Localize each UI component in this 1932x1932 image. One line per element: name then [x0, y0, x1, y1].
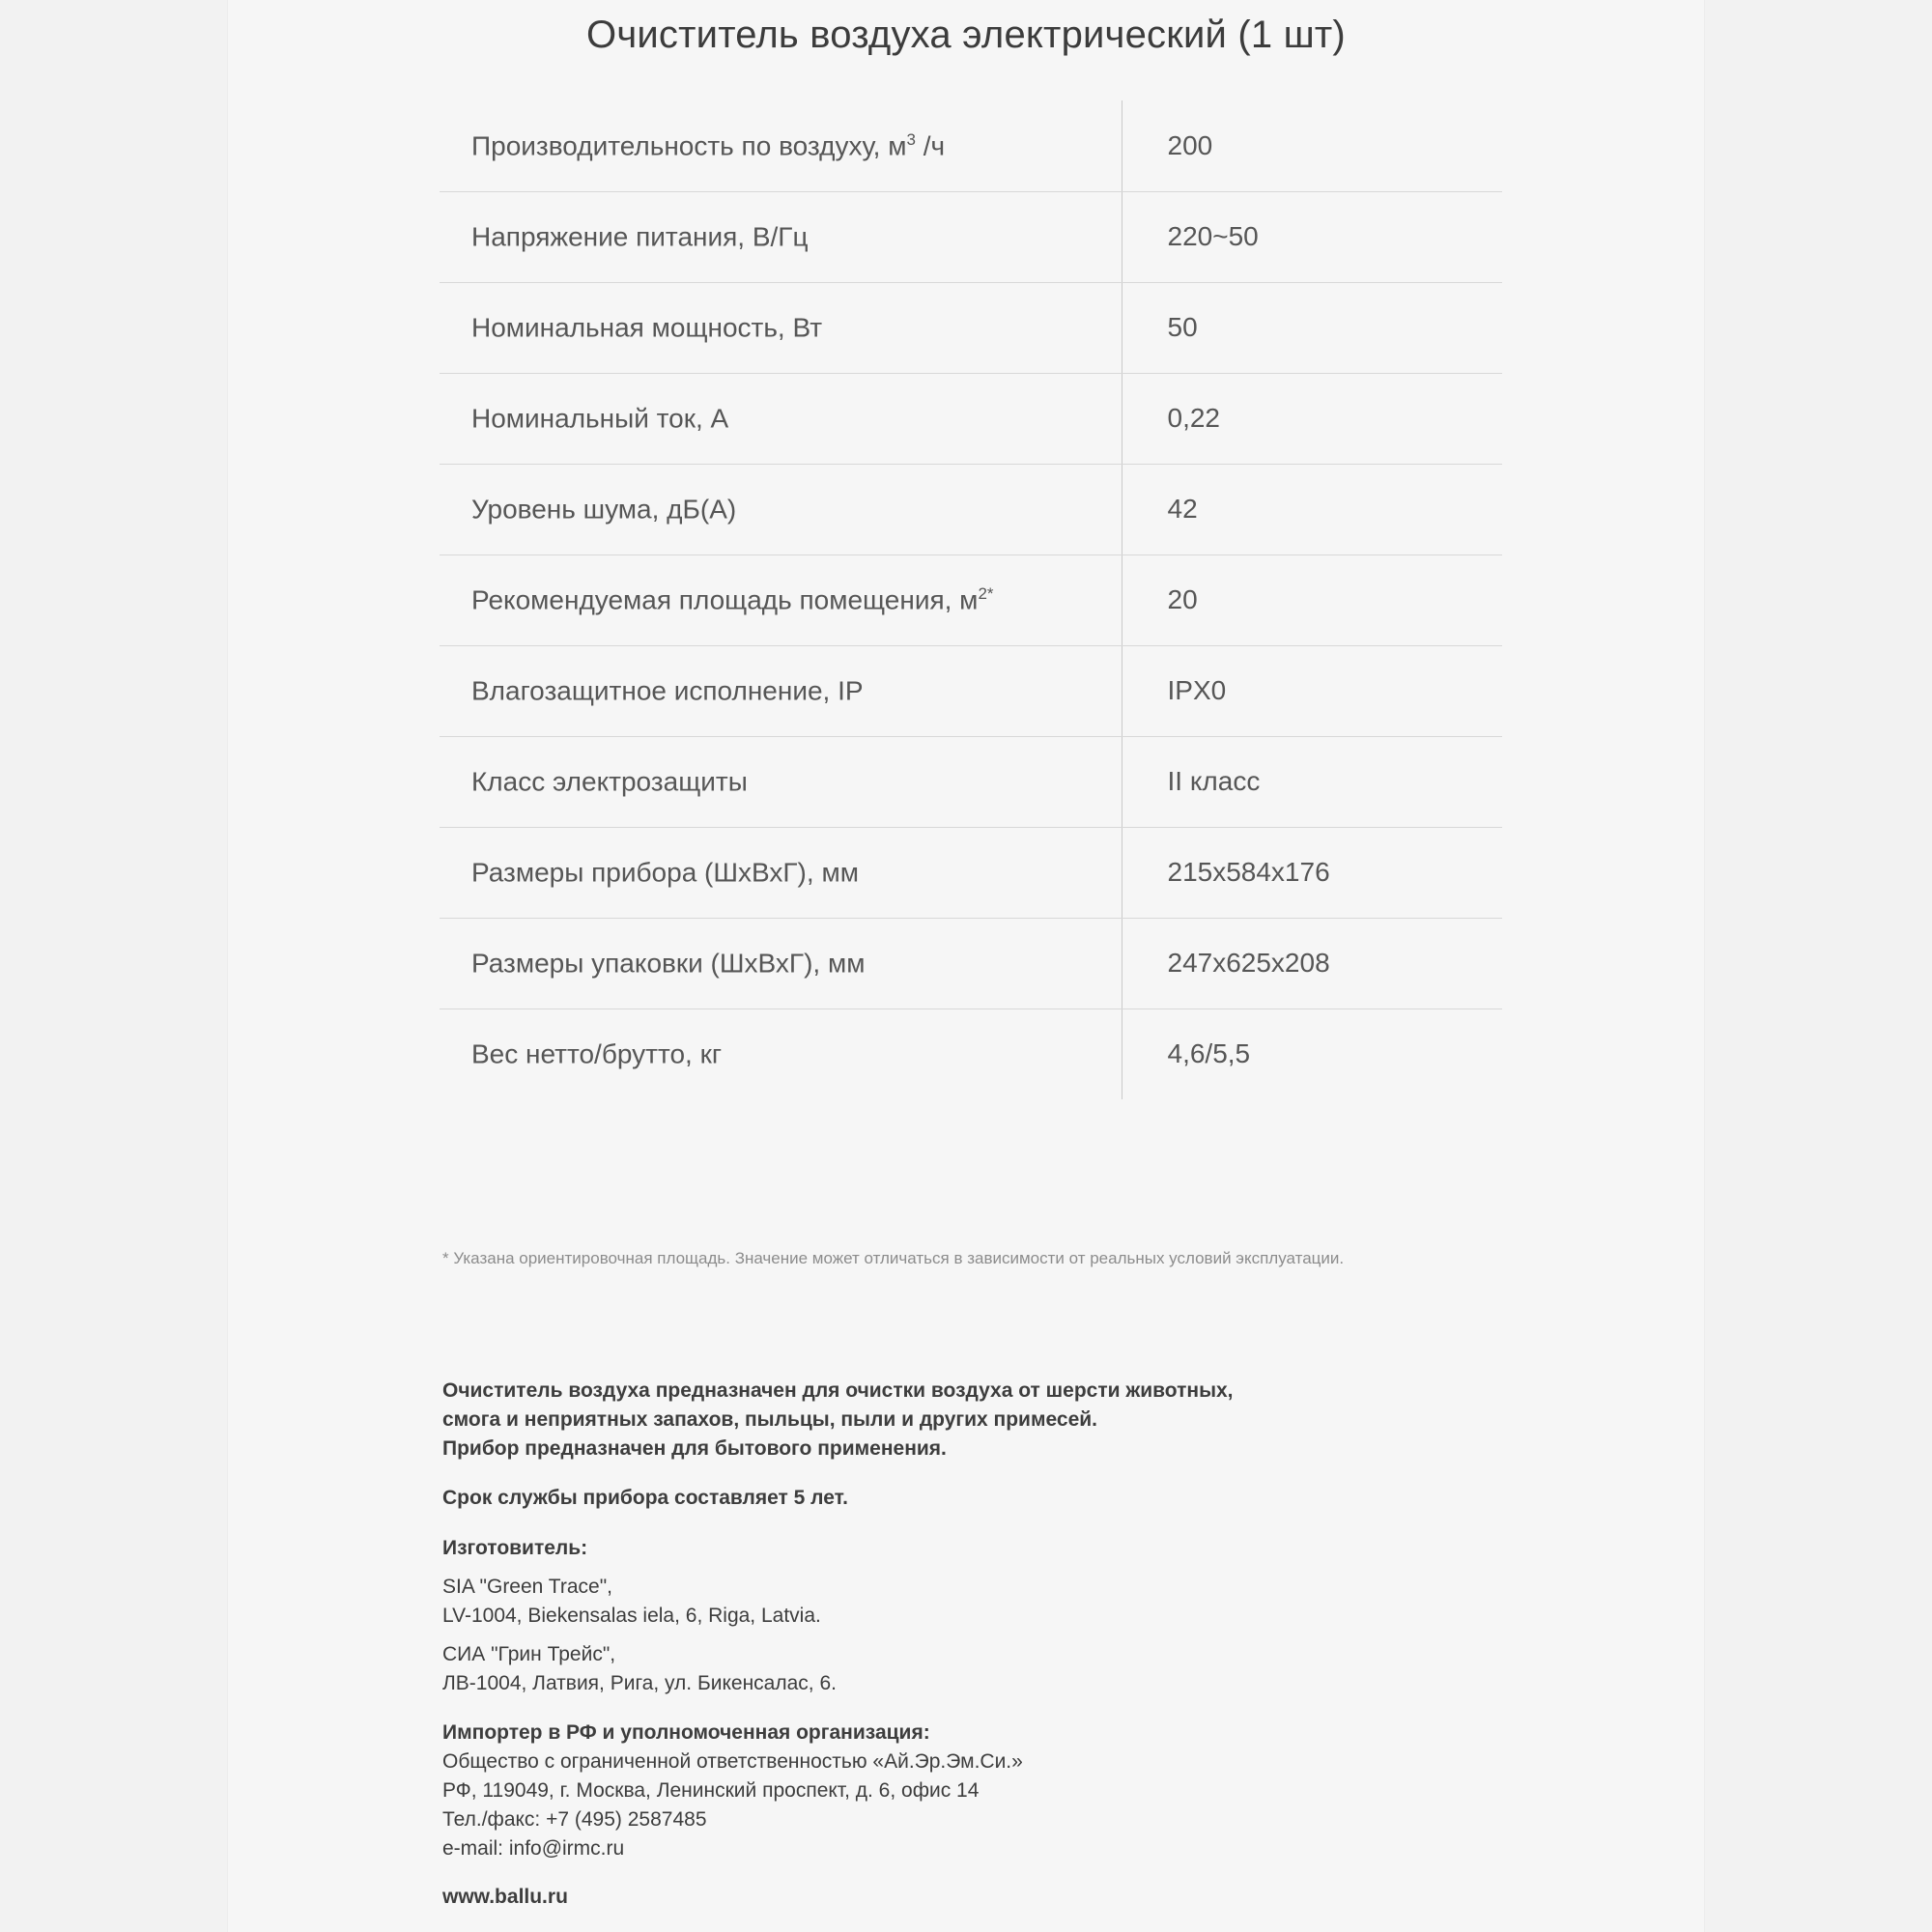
- spec-value: II класс: [1122, 736, 1502, 827]
- spec-parameter: [440, 373, 1122, 464]
- spec-parameter: [440, 464, 1122, 554]
- table-footnote: * Указана ориентировочная площадь. Значение может отличаться в зависимости от реальных условий эксплуатации.: [442, 1249, 1345, 1267]
- spec-parameter: [440, 191, 1122, 282]
- description-line-1: Очиститель воздуха предназначен для очистки воздуха от шерсти животных,: [442, 1379, 1234, 1402]
- spec-value: 50: [1122, 282, 1502, 373]
- spec-value: IPX0: [1122, 645, 1502, 736]
- spec-value: 200: [1122, 100, 1502, 191]
- spec-value: 42: [1122, 464, 1502, 554]
- table-row: [440, 1009, 1502, 1099]
- spec-parameter-label: Размеры упаковки (ШхВхГ), мм: [471, 948, 866, 979]
- spec-parameter-label: Влагозащитное исполнение, IP: [471, 675, 864, 706]
- table-row: [440, 645, 1502, 736]
- service-life-text: Срок службы прибора составляет 5 лет.: [442, 1487, 848, 1510]
- importer-company: Общество с ограниченной ответственностью «Ай.Эр.Эм.Си.»: [442, 1750, 1023, 1774]
- spec-parameter-label: Размеры прибора (ШхВхГ), мм: [471, 857, 859, 888]
- table-row: [440, 827, 1502, 918]
- manufacturer-heading: Изготовитель:: [442, 1537, 588, 1560]
- spec-parameter: [440, 918, 1122, 1009]
- spec-value: 220~50: [1122, 191, 1502, 282]
- table-row: [440, 373, 1502, 464]
- manufacturer-address-en: LV-1004, Biekensalas iela, 6, Riga, Latvia.: [442, 1604, 821, 1627]
- spec-parameter-label: Рекомендуемая площадь помещения, м: [471, 584, 979, 615]
- spec-parameter: [440, 554, 1122, 645]
- description-line-2: смога и неприятных запахов, пыльцы, пыли и других примесей.: [442, 1407, 1098, 1431]
- table-row: [440, 736, 1502, 827]
- spec-parameter-label: Производительность по воздуху, м: [471, 129, 907, 160]
- importer-address: РФ, 119049, г. Москва, Ленинский проспект, д. 6, офис 14: [442, 1778, 980, 1802]
- table-row: [440, 554, 1502, 645]
- spec-parameter-label: Уровень шума, дБ(А): [471, 494, 737, 525]
- website-link[interactable]: www.ballu.ru: [442, 1886, 568, 1908]
- spec-parameter-label: Номинальная мощность, Вт: [471, 312, 823, 343]
- spec-parameter: [440, 100, 1122, 191]
- spec-parameter: [440, 645, 1122, 736]
- importer-phone: Тел./факс: +7 (495) 2587485: [442, 1807, 707, 1831]
- importer-section: [442, 1719, 1505, 1862]
- spec-value: 215х584х176: [1122, 827, 1502, 918]
- specifications-table-body: [440, 100, 1502, 1099]
- spec-parameter-label: Вес нетто/брутто, кг: [471, 1038, 723, 1069]
- importer-heading: Импортер в РФ и уполномоченная организация:: [442, 1721, 930, 1745]
- importer-email[interactable]: e-mail: info@irmc.ru: [442, 1836, 625, 1860]
- spec-parameter-superscript: 2*: [978, 583, 994, 603]
- spec-value: 4,6/5,5: [1167, 1038, 1251, 1069]
- manufacturer-name-en: SIA "Green Trace",: [442, 1576, 612, 1599]
- spec-parameter-label: Напряжение питания, В/Гц: [471, 221, 809, 252]
- spec-value: 0,22: [1122, 373, 1502, 464]
- product-description: [442, 1377, 1505, 1463]
- spec-parameter-label: Номинальный ток, А: [471, 403, 729, 434]
- table-row: [440, 464, 1502, 554]
- table-row: [440, 191, 1502, 282]
- spec-value: 247х625х208: [1122, 918, 1502, 1009]
- manufacturer-name-ru: СИА "Грин Трейс",: [442, 1642, 616, 1665]
- spec-parameter-label: Класс электрозащиты: [471, 766, 748, 797]
- spec-parameter: [440, 1009, 1122, 1099]
- description-line-3: Прибор предназначен для бытового применения.: [442, 1436, 947, 1460]
- spec-parameter: [440, 736, 1122, 827]
- spec-parameter: [440, 282, 1122, 373]
- service-life: [442, 1484, 1505, 1513]
- spec-parameter-tail: /ч: [915, 129, 946, 160]
- spec-value: 20: [1122, 554, 1502, 645]
- manufacturer-address-ru: ЛВ-1004, Латвия, Рига, ул. Бикенсалас, 6.: [442, 1671, 837, 1694]
- table-row: [440, 282, 1502, 373]
- description-section: [442, 1377, 1505, 1862]
- specifications-table: [440, 100, 1502, 1099]
- page-title: Очиститель воздуха электрический (1 шт): [586, 14, 1346, 56]
- manufacturer-section: [442, 1534, 1505, 1697]
- spec-parameter: [440, 827, 1122, 918]
- table-row: [440, 918, 1502, 1009]
- spec-parameter-superscript: 3: [906, 129, 916, 149]
- table-row: [440, 100, 1502, 191]
